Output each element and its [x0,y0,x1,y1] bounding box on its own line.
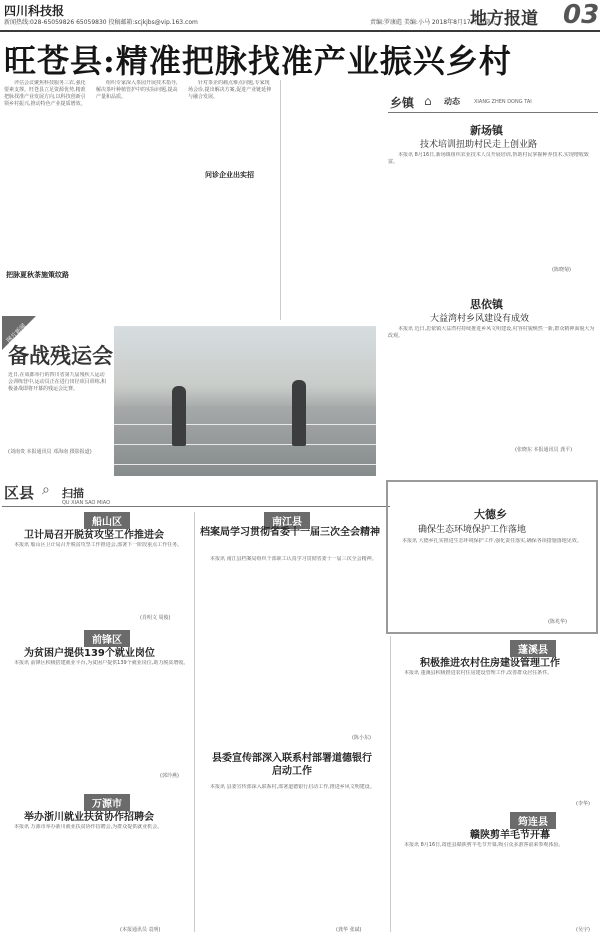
lead-subhead-1: 把脉夏秋茶施策纹路 [6,271,69,279]
xiangzhen-band-sub: XIANG ZHEN DONG TAI [474,99,532,105]
xz-item-credit-1: (陈晓菊) [552,267,571,273]
quxian-band [2,480,390,507]
qx-body-1: 本报讯 船山区卫计局召开脱贫攻坚工作推进会,部署下一阶段重点工作任务。 [14,542,183,548]
xiangzhen-band [388,92,598,113]
qx-credit-2: (郭玲燕) [160,773,179,779]
newspaper-logo: 四川科技报 [4,4,65,18]
photo-story-caption: 近日,在成都举行的四川省第九届残疾人运动会训练营中,运动员正在进行田径项目训练,积极备战即将开幕的残运会比赛。 [8,372,107,392]
xz-item-body-2: 本报讯 近日,思依镇大益湾村持续推进乡风文明建设,村容村貌焕然一新,群众精神面貌大为改观。 [388,326,595,339]
xz-item-title-1: 新场镇 [470,124,503,137]
qx-tag-3: 万源市 [84,794,130,811]
qx-credit-7: (吴宇) [576,927,590,933]
qx-tag-1: 船山区 [84,512,130,529]
qx-title-1: 卫计局召开脱贫攻坚工作推进会 [24,530,164,541]
qx-body-7: 本报讯 8月16日,筠连县赣陕剪羊毛节开幕,吸引众多游客前来参观体验。 [404,842,564,848]
xz-item-body-3: 本报讯 大德乡扎实推进生态环境保护工作,强化责任落实,确保各项措施落地见效。 [402,538,582,544]
contact-info: 新闻热线:028-65059826 65059830 投稿邮箱:scjkjbs@vip.163.com [4,19,198,26]
xz-item-title-3: 大德乡 [474,508,507,521]
qx-tag-4: 南江县 [264,512,310,529]
qx-body-4: 本报讯 南江县档案局组织干部职工认真学习贯彻省委十一届三次全会精神。 [210,556,377,562]
xz-item-credit-2: (张晓东 本报通讯员 龚平) [515,447,573,453]
xz-item-credit-3: (陈兆华) [548,619,567,625]
running-track [114,406,376,476]
photo-story [2,316,378,478]
qx-credit-4: (陈小东) [352,735,371,741]
qx-body-5: 本报讯 县委宣传部深入联系村,部署道德银行启动工作,推进乡风文明建设。 [210,784,375,790]
qx-body-2: 本报讯 前锋区积极搭建就业平台,为贫困户提供139个就业岗位,助力脱贫增收。 [14,660,189,666]
qx-body-3: 本报讯 万源市举办浙川就业扶贫协作招聘会,为群众提供就业机会。 [14,824,163,830]
runner-left [172,386,186,446]
qx-tag-2: 前锋区 [84,630,130,647]
qx-tag-6: 蓬溪县 [510,640,556,657]
xz-item-subtitle-1: 技术培训扭助村民走上创业路 [420,140,538,150]
lead-subhead-2: 问诊企业出实招 [205,171,254,179]
dade-box [386,480,598,634]
lead-body-col3: 针对茶企的痛点难点问题,专家现场会诊,提出解决方案,促进产业链延伸与融合发展。 [188,80,272,100]
column-divider-2 [194,512,195,932]
xz-item-subtitle-2: 大益湾村乡风建设有成效 [430,314,530,324]
qx-credit-5: (龚华 张斌) [336,927,362,933]
runner-right [292,380,306,446]
editor-date-info: 责编:罗康彪 美编:小马 2018年8月17日 星期五 [370,19,497,26]
qx-credit-3: (本报通讯员 袁明) [120,927,161,933]
qx-credit-1: (肖明文 周俊) [140,615,171,621]
xiangzhen-band-title: 乡镇 [390,96,415,110]
photo-story-credit: (刘南贵 本报通讯员 邓海南 摄影报道) [8,449,92,455]
main-headline: 旺苍县:精准把脉找准产业振兴乡村 [4,42,512,80]
qx-body-6: 本报讯 蓬溪县积极推进农村住房建设管理工作,改善群众居住条件。 [404,670,553,676]
quxian-band-title2: 扫描 [62,487,84,500]
xz-item-subtitle-3: 确保生态环境保护工作落地 [418,525,527,535]
qx-title-6: 积极推进农村住房建设管理工作 [420,658,560,669]
qx-title-3: 举办浙川就业扶贫协作招聘会 [24,812,154,823]
quxian-band-title: 区县 [4,484,35,502]
page-number: 03 [563,0,600,30]
xz-item-title-2: 思依镇 [470,298,503,311]
xz-item-body-1: 本报讯 8月16日,新场镇组织农业技术人员开展培训,帮助村民掌握种养技术,实现增收致富。 [388,152,589,165]
lead-body-col1: 评估会议聚焦科技服务三农,强化要素支撑。旺苍县立足资源优势,精准把脉找准产业发展方向,以科技创新引领乡村振兴,推动特色产业提质增效。 [4,80,86,107]
qx-title-2: 为贫困户提供139个就业岗位 [24,648,155,659]
qx-credit-6: (李华) [576,801,590,807]
magnifier-icon: ⌕ [42,482,50,498]
quxian-band-sub: QU XIAN SAO MIAO [62,500,111,506]
qx-title-5: 县委宣传部深入联系村部署道德银行启动工作 [212,753,372,777]
masthead [0,0,600,32]
house-icon: ⌂ [424,94,432,108]
xiangzhen-band-title2: 动态 [444,96,460,106]
photo-story-title: 备战残运会 [8,343,113,368]
photo-tag-label: 图片新闻 [5,322,28,345]
qx-title-7: 赣陕剪羊毛节开幕 [470,830,550,841]
column-divider [280,80,281,320]
lead-body-col2: 组织专家深入茶园开展技术指导,解决茶叶种植管护中的实际问题,提高产量和品质。 [96,80,178,100]
qx-tag-7: 筠连县 [510,812,556,829]
column-divider-3 [390,636,391,932]
section-title: 地方报道 [470,9,538,29]
qx-title-4: 档案局学习贯彻省委十一届三次全会精神 [200,527,380,538]
race-photo [114,326,376,476]
